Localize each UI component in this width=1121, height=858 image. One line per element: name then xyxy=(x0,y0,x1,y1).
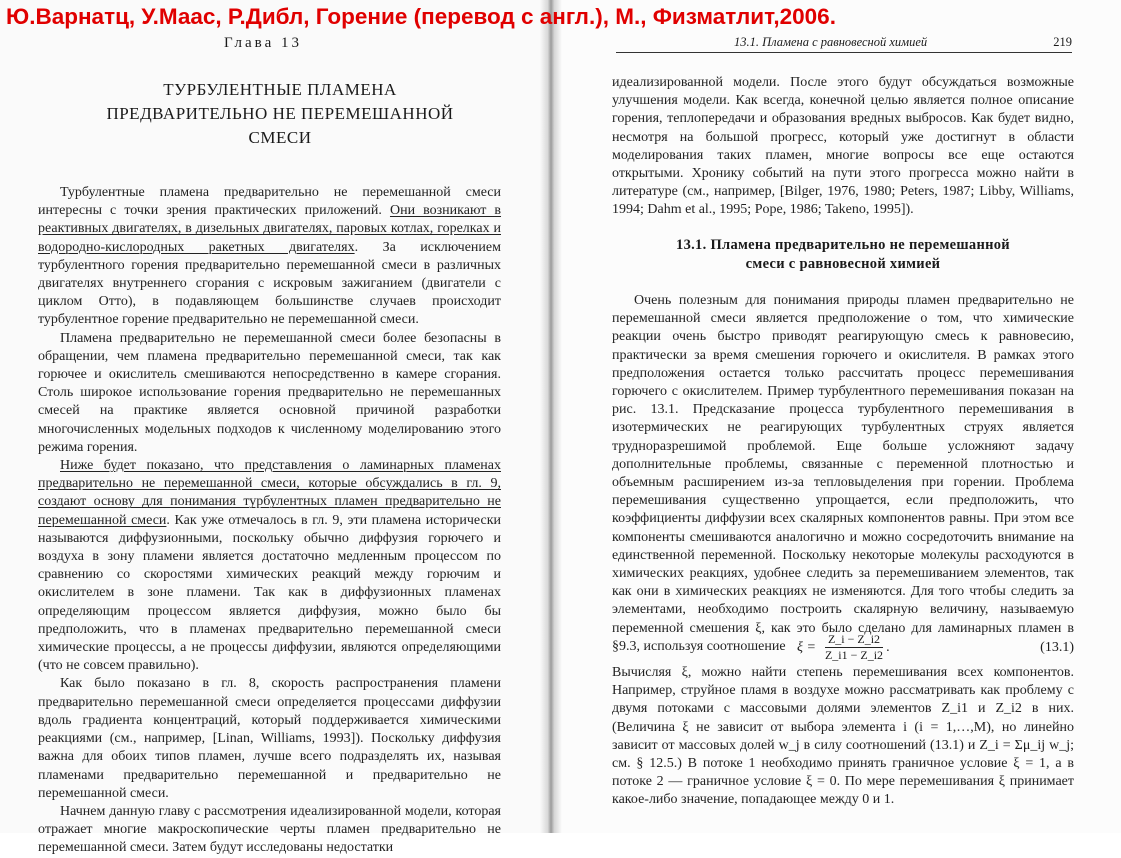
chapter-title xyxy=(60,78,500,150)
running-head xyxy=(616,35,1072,53)
right-body-text-bottom xyxy=(612,664,1074,810)
underlined-passage: Они возникают в реактивных двигателях, в дизельных двигателях, паровых котлах, горелках и водородно-кислородных ракетных двигателях xyxy=(38,203,502,255)
right-body-text-top xyxy=(612,74,1074,220)
equation-13-1 xyxy=(612,632,1074,668)
paragraph: Очень полезным для понимания природы пламен предварительно не перемешанной смеси является предположение о том, что химические реакции очень быстро приводят реагирующую смесь к равновесию, практически за время смешения горючего и окислителя. В рамках этого предположения остается только рассчитать процесс перемешивания горючего с окислителем. Пример турбулентного перемешивания показан на рис. 13.1. Предсказание процесса турбулентного перемешивания в изотермических не реагирующих турбулентных струях является трудноразрешимой проблемой. Еще больше усложняют задачу дополнительные проблемы, связанные с переменной плотностью и объемным расширением из-за тепловыделения при горении. Проблема перемешивания существенно упрощается, если предположить, что коэффициенты диффузии всех скалярных компонентов равны. При этом все компоненты смешиваются аналогично и можно сосредоточить внимание на единственной переменной. Поскольку некоторые молекулы расходуются в химических реакциях, удобнее следить за перемешиванием элементов, так как они в химических реакциях не изменяются. Для того чтобы следить за элементами, необходимо построить скалярную величину, называемую переменной смешения ξ, как это было сделано для ламинарных пламен в §9.3, используя соотношение xyxy=(612,293,1074,654)
section-heading xyxy=(612,236,1074,274)
right-body-text-middle xyxy=(612,292,1074,656)
underlined-passage: Ниже будет показано, что представления о ламинарных пламенах предварительно не перемешанной смеси, которые обсуждались в гл. 9, создают основу для понимания турбулентных пламен предварительно не перемешанной смеси xyxy=(38,458,501,528)
left-body-text xyxy=(38,184,501,858)
citation-banner: Ю.Варнатц, У.Маас, Р.Дибл, Горение (перевод с англ.), М., Физматлит,2006. xyxy=(6,4,836,29)
equation-body xyxy=(797,632,890,663)
paragraph: Пламена предварительно не перемешанной смеси более безопасны в обращении, чем пламена предварительно перемешанной смеси, так как горючее и окислитель смешиваются непосредственно в камере сгорания. Столь широкое использование горения предварительно не перемешанных смесей на практике является основной причиной разработки многочисленных модельных подходов к численному моделированию этого режима горения. xyxy=(38,330,501,455)
equation-tail: . xyxy=(886,639,890,655)
chapter-label: Глава 13 xyxy=(224,35,302,51)
paragraph: Ниже будет показано, что представления о ламинарных пламенах предварительно не перемешанной смеси, которые обсуждались в гл. 9, создают основу для понимания турбулентных пламен предварительно не перемешанной смеси. Как уже отмечалось в гл. 9, эти пламена исторически называются диффузионными, поскольку обычно диффузия горючего и воздуха в зону пламени является достаточно медленным процессом по сравнению со скоростями химических реакций между горючим и окислителем в зоне пламени. Так как в диффузионных пламенах определяющим процессом является диффузия, можно было бы предположить, что в пламенах предварительно перемешанной смеси химические процессы, а не процессы диффузии, являются определяющими (что не совсем правильно). xyxy=(38,458,501,674)
equation-numerator: Z_i − Z_i2 xyxy=(825,632,883,648)
running-head-title: 13.1. Пламена с равновесной химией xyxy=(734,35,928,49)
chapter-title-line: ПРЕДВАРИТЕЛЬНО НЕ ПЕРЕМЕШАННОЙ xyxy=(106,104,454,123)
paragraph: Турбулентные пламена предварительно не перемешанной смеси интересны с точки зрения практических приложений. Они возникают в реактивных двигателях, в дизельных двигателях, паровых котлах, горелках и водородно-кислородных ракетных двигателях. За исключением турбулентного горения предварительно перемешанной смеси в различных двигателях внутреннего сгорания с искровым зажиганием (двигатели с циклом Отто), в подавляющем большинстве случаев происходит турбулентное горение предварительно не перемешанной смеси. xyxy=(38,185,502,328)
paragraph: Вычисляя ξ, можно найти степень перемешивания всех компонентов. Например, струйное пламя в воздухе можно рассматривать как проблему с двумя потоками с массовыми долями элементов Z_i1 и Z_i2 в них. (Величина ξ не зависит от выбора элемента i (i = 1,…,M), но линейно зависит от массовых долей w_j в силу соотношений (13.1) и Z_i = Σμ_ij w_j; см. § 12.5.) В потоке 1 необходимо принять граничное условие ξ = 1, а в потоке 2 — граничное условие ξ = 0. По мере перемешивания ξ принимает какое-либо значение, попадающее между 0 и 1. xyxy=(612,665,1074,808)
section-heading-line: смеси с равновесной химией xyxy=(745,256,941,272)
paragraph: Начнем данную главу с рассмотрения идеализированной модели, которая отражает многие макроскопические черты пламен предварительно не перемешанной смеси. Затем будут исследованы недостатки xyxy=(38,803,501,856)
paragraph: Как было показано в гл. 8, скорость распространения пламени предварительно перемешанной смеси определяется процессами диффузии вдоль градиента концентраций, который поддерживается химическими реакциями (см., например, [Linan, Williams, 1993]). Поскольку диффузия важна для обоих типов пламен, лучше всего подразделять их, называя пламенами предварительно перемешанной и предварительно не перемешанной смеси. xyxy=(38,676,501,801)
page-number: 219 xyxy=(1053,35,1072,49)
chapter-title-line: ТУРБУЛЕНТНЫЕ ПЛАМЕНА xyxy=(163,80,397,99)
book-spine xyxy=(540,0,562,833)
equation-denominator: Z_i1 − Z_i2 xyxy=(824,648,884,662)
paragraph: идеализированной модели. После этого будут обсуждаться возможные улучшения модели. Как всегда, конечной целью является полное описание горения, теплопередачи и образования вредных выбросов. Как будет видно, несмотря на большой прогресс, который уже достигнут в области моделирования таких пламен, многие вопросы все еще остаются открытыми. Хронику событий на пути этого прогресса можно найти в литературе (см., например, [Bilger, 1976, 1980; Peters, 1987; Libby, Williams, 1994; Dahm et al., 1995; Pope, 1986; Takeno, 1995]). xyxy=(612,75,1074,218)
section-heading-line: 13.1. Пламена предварительно не перемешанной xyxy=(676,237,1010,253)
equation-number: (13.1) xyxy=(1040,640,1074,655)
equation-fraction xyxy=(822,632,886,663)
chapter-title-line: СМЕСИ xyxy=(248,128,312,147)
equation-lhs: ξ = xyxy=(797,639,816,655)
